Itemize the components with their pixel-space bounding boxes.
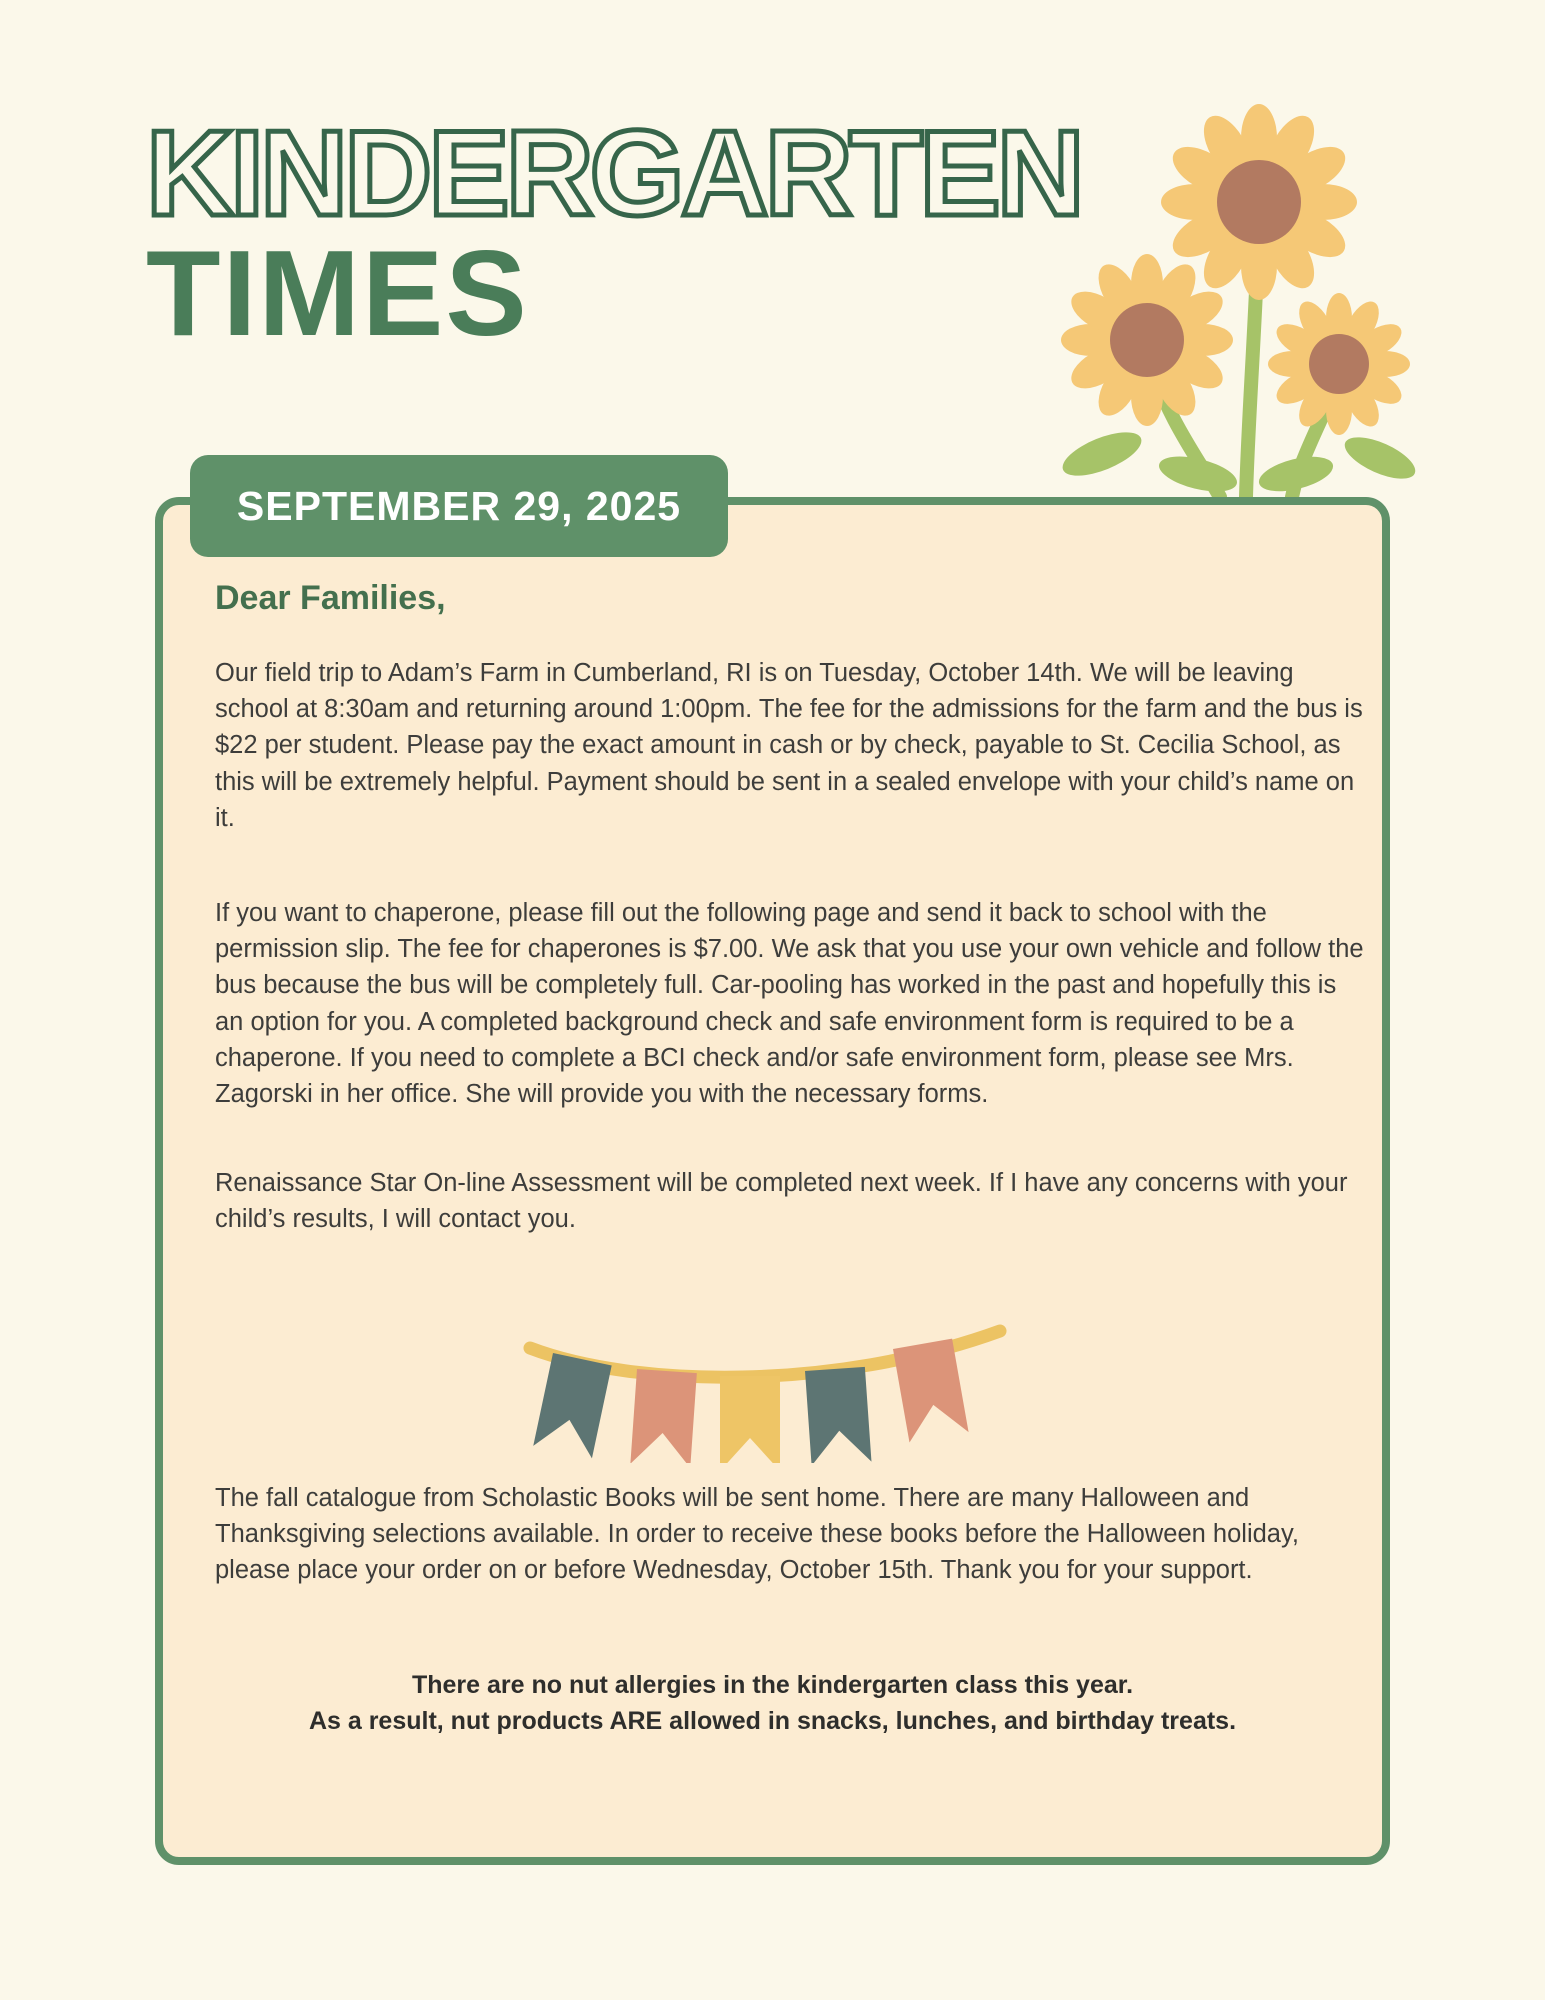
bunting-banner-icon — [515, 1293, 1015, 1468]
nut-allergy-notice-line1: There are no nut allergies in the kindergarten class this year. — [411, 1671, 1134, 1699]
banner-flag-1 — [533, 1353, 611, 1458]
banner-flag-4 — [805, 1367, 871, 1463]
newsletter-title-line1: KINDERGARTEN — [146, 105, 1081, 241]
date-badge-label: SEPTEMBER 29, 2025 — [236, 482, 682, 529]
nut-allergy-notice-line2: As a result, nut products ARE allowed in snacks, lunches, and birthday treats. — [308, 1707, 1237, 1736]
greeting: Dear Families, — [215, 579, 446, 617]
paragraph-assessment: Renaissance Star On-line Assessment will be completed next week. If I have any concerns with your child’s results, I will contact you. — [215, 1169, 1348, 1234]
sunflower-cluster-icon — [1050, 92, 1420, 497]
letter-panel — [155, 497, 1390, 1865]
paragraph-scholastic: The fall catalogue from Scholastic Books will be sent home. There are many Halloween and Thanksgiving selections available. In order to receive these books before the Halloween holiday, please place your order on or before Wednesday, October 15th. Thank you for your support. — [215, 1484, 1299, 1585]
newsletter-title-line2: TIMES — [146, 225, 529, 361]
banner-flag-2 — [630, 1369, 696, 1463]
date-badge — [190, 455, 728, 557]
banner-flag-5 — [893, 1339, 969, 1443]
nut-allergy-notice — [163, 1667, 1382, 1740]
paragraph-field-trip: Our field trip to Adam’s Farm in Cumberland, RI is on Tuesday, October 14th. We will be leaving school at 8:30am and returning around 1:00pm. The fee for the admissions for the farm and the bus is $22 per student. Please pay the exact amount in cash or by check, payable to St. Cecilia School, as this will be extremely helpful. Payment should be sent in a sealed envelope with your child’s name on it. — [215, 659, 1363, 832]
sunflower-right — [1268, 293, 1410, 435]
paragraph-chaperone: If you want to chaperone, please fill out the following page and send it back to school with the permission slip. The fee for chaperones is $7.00. We ask that you use your own vehicle and follow the bus because the bus will be completely full. Car-pooling has worked in the past and hopefully this is an option for you. A completed background check and safe environment form is required to be a chaperone. If you need to complete a BCI check and/or safe environment form, please see Mrs. Zagorski in her office. She will provide you with the necessary forms. — [215, 899, 1364, 1109]
banner-flag-3 — [720, 1376, 780, 1463]
sunflower-leaves — [1057, 423, 1420, 497]
